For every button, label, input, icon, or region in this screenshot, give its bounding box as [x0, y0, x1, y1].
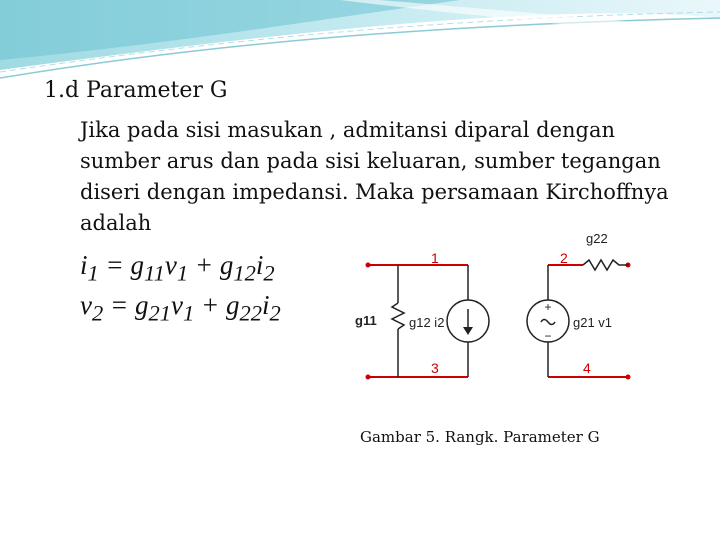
eq2-coef2: g: [225, 290, 240, 320]
node-label-1: 1: [431, 250, 439, 266]
slide-paragraph: Jika pada sisi masukan , admitansi diparal dengan sumber arus dan pada sisi keluaran, sumber tegangan diseri dengan impedansi. Maka persamaan Kirchoffnya adalah: [80, 118, 669, 235]
eq1-plus: +: [188, 250, 220, 280]
eq2-var1: v: [170, 290, 183, 320]
label-g11: g11: [355, 313, 377, 328]
node-label-3: 3: [431, 360, 439, 376]
figure-caption: Gambar 5. Rangk. Parameter G: [360, 428, 600, 446]
label-g21-v1: g21 v1: [573, 315, 613, 330]
eq1-lhs: i: [80, 250, 88, 280]
equation-1: [80, 250, 275, 286]
voltage-source-plus-label: +: [544, 300, 552, 314]
label-g12-i2: g12 i2: [409, 315, 445, 330]
eq2-var2-sub: 2: [269, 300, 281, 326]
eq1-coef2: g: [219, 250, 234, 280]
voltage-source-minus-label: −: [544, 329, 552, 343]
current-source-g12: [447, 300, 489, 342]
eq1-coef1: g: [130, 250, 144, 280]
eq2-var2: i: [261, 290, 270, 320]
node-label-4: 4: [583, 360, 591, 376]
eq2-equals: =: [103, 290, 135, 320]
label-g22: g22: [586, 231, 608, 246]
eq2-plus: +: [194, 290, 226, 320]
equation-2: [80, 290, 281, 326]
eq1-var1: v: [164, 250, 177, 280]
eq2-var1-sub: 1: [182, 300, 195, 326]
node-label-2: 2: [560, 250, 568, 266]
eq2-lhs-sub: 2: [91, 300, 104, 326]
eq1-var2-sub: 2: [263, 260, 275, 286]
eq1-lhs-sub: 1: [87, 260, 99, 286]
eq1-equals: =: [98, 250, 131, 280]
slide-heading: 1.d Parameter G: [44, 78, 228, 103]
eq1-var1-sub: 1: [176, 260, 189, 286]
g-parameter-circuit-figure: [343, 215, 643, 395]
eq2-coef1-sub: 21: [148, 300, 171, 326]
eq1-var2: i: [255, 250, 264, 280]
eq2-coef1: g: [134, 290, 149, 320]
eq1-coef2-sub: 12: [233, 260, 256, 286]
eq2-lhs: v: [80, 290, 92, 320]
eq1-coef1-sub: 11: [144, 260, 165, 286]
eq2-coef2-sub: 22: [239, 300, 262, 326]
